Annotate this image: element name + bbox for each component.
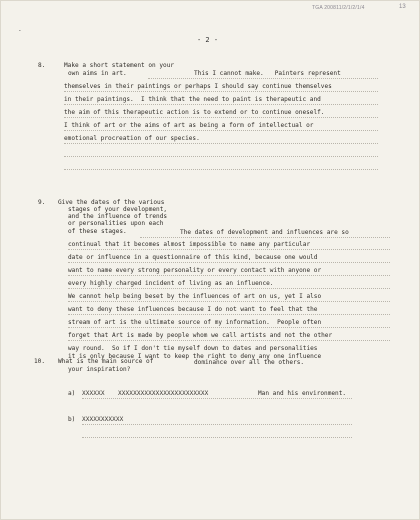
question-9-prompt-line-1: Give the dates of the various	[58, 199, 165, 206]
question-10-a-label: a)	[68, 390, 76, 397]
answer-rule	[64, 169, 378, 170]
question-8-number: 8.	[38, 62, 46, 69]
question-8-answer-line-5: I think of art or the aims of art as being a form of intellectual or	[64, 122, 314, 129]
question-9-answer-line-12: dominance over all the others.	[194, 359, 305, 366]
question-8-answer-line-1: This I cannot make. Painters represent	[194, 70, 341, 77]
question-8-answer-line-4: the aim of this therapeutic action is to extend or to continue oneself.	[64, 109, 325, 116]
question-8-answer-line-2: themselves in their paintings or perhaps I should say continue themselves	[64, 83, 332, 90]
question-9-prompt-line-4: or personalities upon each	[68, 220, 164, 227]
question-8-prompt-line-2: own aims in art.	[68, 70, 127, 77]
question-10-number: 10.	[34, 358, 46, 365]
question-9-answer-line-3: date or influence in a questionnaire of this kind, because one would	[68, 254, 318, 261]
answer-rule	[68, 340, 390, 341]
page-number: - 2 -	[197, 36, 219, 44]
answer-rule	[68, 327, 390, 328]
answer-rule	[64, 143, 378, 144]
question-9-answer-line-4: want to name every strong personality or every contact with anyone or	[68, 267, 322, 274]
question-9-answer-line-6: We cannot help being beset by the influences of art on us, yet I also	[68, 293, 322, 300]
answer-rule	[64, 156, 378, 157]
answer-rule	[82, 437, 352, 438]
question-9-answer-line-9: forget that Art is made by people whom we call artists and not the other	[68, 332, 333, 339]
answer-rule	[68, 249, 390, 250]
question-9-answer-line-10: way round. So if I don't tie myself down to dates and personalities	[68, 345, 318, 352]
answer-rule	[68, 262, 390, 263]
answer-rule	[64, 104, 378, 105]
answer-rule	[82, 398, 352, 399]
question-10-a-answer: Man and his environment.	[258, 390, 347, 397]
question-9-answer-line-7: want to deny these influences because I do not want to feel that the	[68, 306, 318, 313]
question-9-number: 9.	[38, 199, 46, 206]
struck-out-text: XXXXXX	[82, 390, 105, 397]
question-9-answer-line-8: stream of art is the ultimate source of my information. People often	[68, 319, 322, 326]
question-9-prompt-line-5: of these stages.	[68, 228, 127, 235]
answer-rule	[68, 275, 390, 276]
answer-rule	[148, 78, 378, 79]
question-8-answer-line-6: emotional procreation of our species.	[64, 135, 200, 142]
struck-out-text: XXXXXXXXXXXXXXXXXXXXXXXX	[118, 390, 209, 397]
answer-rule	[68, 288, 390, 289]
question-8-answer-line-3: in their paintings. I think that the need to paint is therapeutic and	[64, 96, 321, 103]
corner-number: 13	[399, 4, 406, 10]
question-9-answer-line-5: every highly charged incident of living as an influence.	[68, 280, 274, 287]
question-10-b-label: b)	[68, 416, 76, 423]
question-9-answer-line-1: The dates of development and influences are so	[180, 229, 349, 236]
answer-rule	[64, 91, 378, 92]
answer-rule	[68, 314, 390, 315]
question-9-answer-line-2: continual that it becomes almost impossible to name any particular	[68, 241, 311, 248]
top-dash: -	[18, 27, 22, 34]
question-9-answer-line-11: it is only because I want to keep the right to deny any one influence	[68, 353, 322, 360]
question-10-prompt-line-2: your inspiration?	[68, 366, 131, 373]
answer-rule	[64, 130, 378, 131]
archive-reference: TGA 200811/2/1/2/1/4	[312, 5, 365, 11]
question-9-prompt-line-2: stages of your development,	[68, 206, 168, 213]
question-8-prompt-line-1: Make a short statement on your	[64, 62, 175, 69]
answer-rule	[140, 237, 390, 238]
struck-out-text: XXXXXXXXXXX	[82, 416, 124, 423]
answer-rule	[82, 424, 352, 425]
answer-rule	[64, 117, 378, 118]
answer-rule	[68, 301, 390, 302]
question-9-prompt-line-3: and the influence of trends	[68, 213, 168, 220]
question-10-prompt-line-1: What is the main source of	[58, 358, 154, 365]
